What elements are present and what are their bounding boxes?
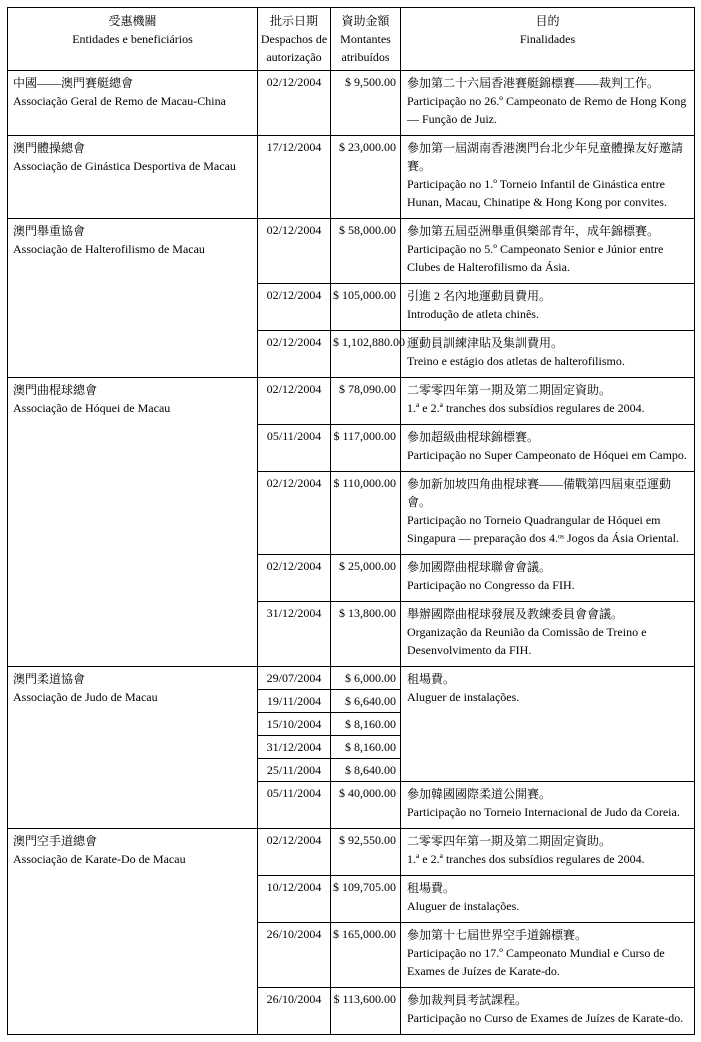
purpose-cell: [401, 782, 695, 829]
entity-name-zh: 澳門體操總會: [13, 141, 86, 155]
authorization-date: 19/11/2004: [258, 690, 331, 713]
authorization-date: 02/12/2004: [258, 71, 331, 136]
entity-cell: [8, 829, 258, 1035]
granted-amount: $ 109,705.00: [331, 876, 401, 923]
authorization-date: 02/12/2004: [258, 472, 331, 555]
header-entities-zh: 受惠機關: [108, 14, 157, 28]
granted-amount: $ 1,102,880.00: [331, 331, 401, 378]
purpose-cell: [401, 923, 695, 988]
table-row: [8, 71, 695, 136]
purpose-pt: Aluguer de instalações.: [407, 690, 520, 704]
purpose-pt: Participação no 1.º Torneio Infantil de Ginástica entre Hunan, Macau, Chinatipe & Hong Kong por convites.: [407, 177, 667, 209]
authorization-date: 10/12/2004: [258, 876, 331, 923]
authorization-date: 02/12/2004: [258, 284, 331, 331]
purpose-zh: 運動員訓練津貼及集訓費用。: [407, 336, 564, 350]
header-purposes-pt: Finalidades: [519, 32, 576, 46]
purpose-cell: [401, 331, 695, 378]
authorization-date: 05/11/2004: [258, 425, 331, 472]
table-header: [8, 8, 695, 71]
purpose-zh: 參加第十七屆世界空手道錦標賽。: [407, 928, 588, 942]
purpose-zh: 參加第一屆湖南香港澳門台北少年兒童體操友好邀請賽。: [407, 141, 684, 173]
purpose-pt: Participação no 17.º Campeonato Mundial e Curso de Exames de Juízes de Karate-do.: [407, 946, 665, 978]
authorization-date: 26/10/2004: [258, 988, 331, 1035]
purpose-pt: Participação no Curso de Exames de Juízes de Karate-do.: [407, 1011, 684, 1025]
purpose-pt: 1.ª e 2.ª tranches dos subsídios regulares de 2004.: [407, 401, 645, 415]
purpose-cell: [401, 71, 695, 136]
purpose-zh: 舉辦國際曲棍球發展及教練委員會會議。: [407, 607, 624, 621]
purpose-zh: 引進 2 名內地運動員費用。: [407, 289, 552, 303]
entity-cell: [8, 378, 258, 667]
purpose-pt: Treino e estágio dos atletas de halterofilismo.: [407, 354, 625, 368]
table-row: [8, 378, 695, 425]
purpose-pt: Participação no 5.º Campeonato Senior e Júnior entre Clubes de Halterofilismo da Ásia.: [407, 242, 664, 274]
entity-name-pt: Associação Geral de Remo de Macau-China: [13, 94, 226, 108]
purpose-zh: 參加裁判員考試課程。: [407, 993, 528, 1007]
header-entities: [8, 8, 258, 71]
purpose-cell: [401, 829, 695, 876]
purpose-pt: Participação no Super Campeonato de Hóquei em Campo.: [407, 448, 687, 462]
purpose-pt: Organização da Reunião da Comissão de Treino e Desenvolvimento da FIH.: [407, 625, 647, 657]
entity-name-zh: 澳門柔道協會: [13, 672, 86, 686]
granted-amount: $ 23,000.00: [331, 136, 401, 219]
purpose-cell: [401, 667, 695, 782]
entity-name-zh: 澳門空手道總會: [13, 834, 98, 848]
authorization-date: 15/10/2004: [258, 713, 331, 736]
entity-cell: [8, 136, 258, 219]
granted-amount: $ 40,000.00: [331, 782, 401, 829]
entity-name-pt: Associação de Hóquei de Macau: [13, 401, 171, 415]
authorization-date: 02/12/2004: [258, 331, 331, 378]
entity-name-zh: 中國——澳門賽艇總會: [13, 76, 134, 90]
purpose-cell: [401, 876, 695, 923]
purpose-cell: [401, 425, 695, 472]
purpose-cell: [401, 378, 695, 425]
authorization-date: 25/11/2004: [258, 759, 331, 782]
table-row: [8, 136, 695, 219]
authorization-date: 17/12/2004: [258, 136, 331, 219]
granted-amount: $ 105,000.00: [331, 284, 401, 331]
header-amounts: [331, 8, 401, 71]
granted-amount: $ 8,160.00: [331, 713, 401, 736]
table-row: [8, 829, 695, 876]
header-purposes-zh: 目的: [535, 14, 560, 28]
subsidy-table: [7, 7, 695, 1035]
entity-name-zh: 澳門曲棍球總會: [13, 383, 98, 397]
purpose-zh: 租場費。: [407, 881, 456, 895]
subsidy-table-body: [8, 71, 695, 1035]
purpose-zh: 參加新加坡四角曲棍球賽——備戰第四屆東亞運動會。: [407, 477, 672, 509]
granted-amount: $ 58,000.00: [331, 219, 401, 284]
purpose-pt: Introdução de atleta chinês.: [407, 307, 539, 321]
header-dates-zh: 批示日期: [269, 14, 318, 28]
authorization-date: 05/11/2004: [258, 782, 331, 829]
authorization-date: 26/10/2004: [258, 923, 331, 988]
header-dates: [258, 8, 331, 71]
header-amounts-zh: 資助金額: [341, 14, 390, 28]
purpose-pt: Participação no Torneio Internacional de Judo da Coreia.: [407, 805, 680, 819]
purpose-pt: Participação no Congresso da FIH.: [407, 578, 575, 592]
purpose-zh: 參加第二十六屆香港賽艇錦標賽——裁判工作。: [407, 76, 660, 90]
entity-name-pt: Associação de Ginástica Desportiva de Macau: [13, 159, 236, 173]
granted-amount: $ 92,550.00: [331, 829, 401, 876]
header-entities-pt: Entidades e beneficiários: [72, 32, 193, 46]
granted-amount: $ 8,640.00: [331, 759, 401, 782]
authorization-date: 02/12/2004: [258, 219, 331, 284]
granted-amount: $ 165,000.00: [331, 923, 401, 988]
table-row: [8, 667, 695, 690]
table-row: [8, 219, 695, 284]
purpose-cell: [401, 602, 695, 667]
table-header-row: [8, 8, 695, 71]
entity-name-pt: Associação de Judo de Macau: [13, 690, 158, 704]
granted-amount: $ 6,640.00: [331, 690, 401, 713]
granted-amount: $ 25,000.00: [331, 555, 401, 602]
header-amounts-pt: Montantes atribuídos: [340, 32, 391, 64]
authorization-date: 29/07/2004: [258, 667, 331, 690]
entity-cell: [8, 219, 258, 378]
purpose-pt: 1.ª e 2.ª tranches dos subsídios regulares de 2004.: [407, 852, 645, 866]
granted-amount: $ 117,000.00: [331, 425, 401, 472]
header-purposes: [401, 8, 695, 71]
purpose-zh: 參加第五屆亞洲舉重俱樂部青年，成年錦標賽。: [407, 224, 660, 238]
purpose-cell: [401, 136, 695, 219]
purpose-zh: 租場費。: [407, 672, 456, 686]
purpose-zh: 二零零四年第一期及第二期固定資助。: [407, 383, 612, 397]
purpose-cell: [401, 988, 695, 1035]
purpose-cell: [401, 555, 695, 602]
authorization-date: 31/12/2004: [258, 602, 331, 667]
entity-cell: [8, 71, 258, 136]
granted-amount: $ 113,600.00: [331, 988, 401, 1035]
granted-amount: $ 13,800.00: [331, 602, 401, 667]
purpose-cell: [401, 284, 695, 331]
granted-amount: $ 110,000.00: [331, 472, 401, 555]
authorization-date: 02/12/2004: [258, 378, 331, 425]
purpose-zh: 參加超級曲棍球錦標賽。: [407, 430, 540, 444]
granted-amount: $ 6,000.00: [331, 667, 401, 690]
granted-amount: $ 78,090.00: [331, 378, 401, 425]
entity-name-zh: 澳門舉重協會: [13, 224, 86, 238]
purpose-cell: [401, 472, 695, 555]
purpose-zh: 二零零四年第一期及第二期固定資助。: [407, 834, 612, 848]
purpose-zh: 參加韓國國際柔道公開賽。: [407, 787, 552, 801]
purpose-cell: [401, 219, 695, 284]
entity-name-pt: Associação de Karate-Do de Macau: [13, 852, 186, 866]
entity-cell: [8, 667, 258, 829]
header-dates-pt: Despachos de autorização: [260, 32, 328, 64]
purpose-pt: Participação no 26.º Campeonato de Remo de Hong Kong — Função de Juiz.: [407, 94, 687, 126]
purpose-pt: Participação no Torneio Quadrangular de Hóquei em Singapura — preparação dos 4.ᵒˢ Jogos da Ásia Oriental.: [407, 513, 679, 545]
entity-name-pt: Associação de Halterofilismo de Macau: [13, 242, 205, 256]
authorization-date: 31/12/2004: [258, 736, 331, 759]
purpose-zh: 參加國際曲棍球聯會會議。: [407, 560, 552, 574]
granted-amount: $ 8,160.00: [331, 736, 401, 759]
authorization-date: 02/12/2004: [258, 555, 331, 602]
authorization-date: 02/12/2004: [258, 829, 331, 876]
purpose-pt: Aluguer de instalações.: [407, 899, 520, 913]
granted-amount: $ 9,500.00: [331, 71, 401, 136]
